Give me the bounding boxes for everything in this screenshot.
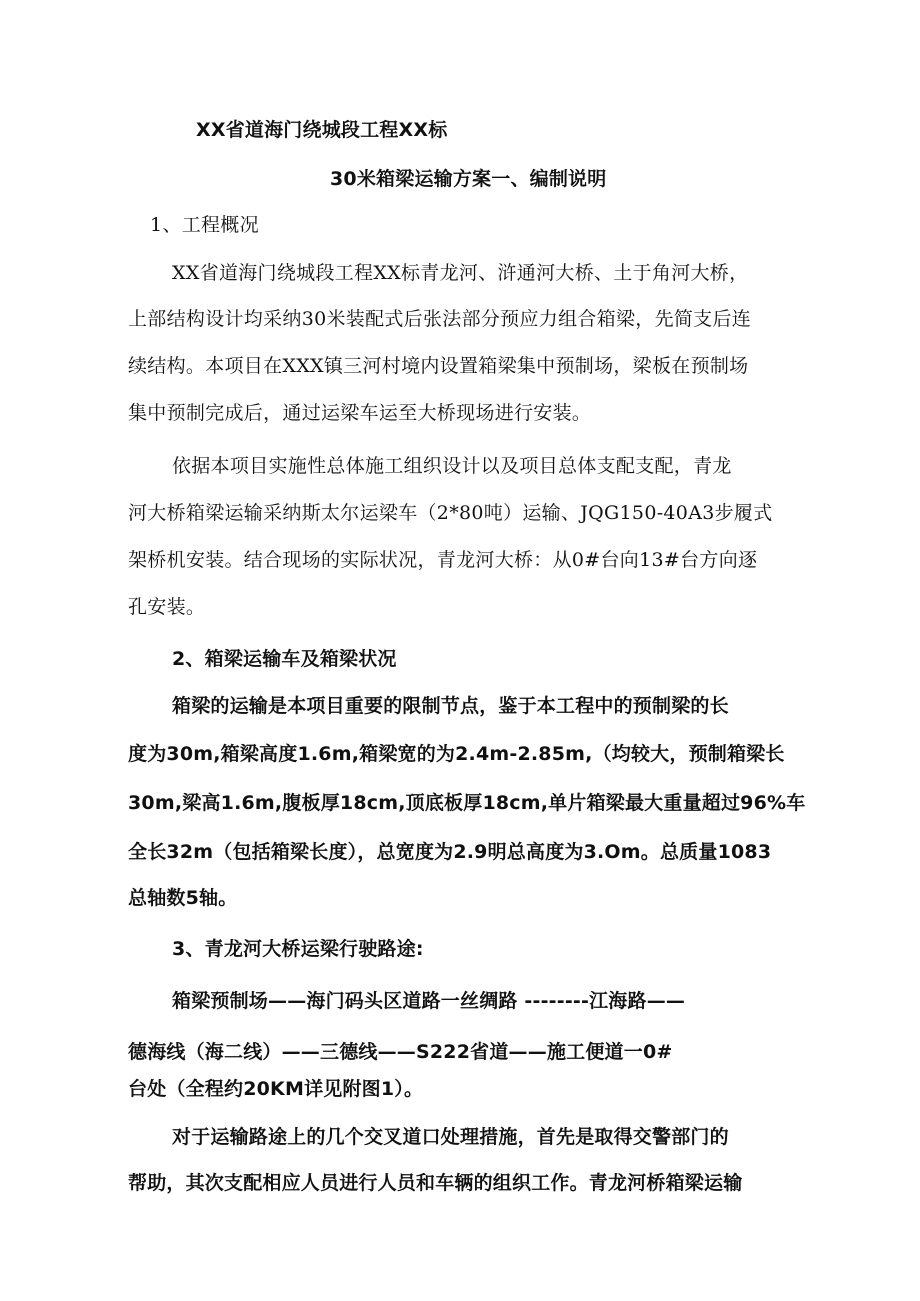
section-1-para-2-line-3: 架桥机安装。结合现场的实际状况，青龙河大桥：从0#台向13#台方向逐 <box>128 549 758 571</box>
section-2-para-line-1: 箱梁的运输是本项目重要的限制节点，鉴于本工程中的预制梁的长 <box>172 695 729 717</box>
route-line-3: 台处（全程约20KM详见附图1）。 <box>128 1078 424 1100</box>
section-2-para-line-3: 30m,梁高1.6m,腹板厚18cm,顶底板厚18cm,单片箱梁最大重量超过96%车 <box>128 792 806 814</box>
section-2-heading: 2、箱梁运输车及箱梁状况 <box>172 648 397 670</box>
section-1-para-1-line-1: XX省道海门绕城段工程XX标青龙河、浒通河大桥、土于角河大桥， <box>172 262 749 284</box>
document-subtitle: 30米箱梁运输方案一、编制说明 <box>330 168 607 190</box>
section-2-para-line-2: 度为30m,箱梁高度1.6m,箱梁宽的为2.4m-2.85m,（均较大，预制箱梁长 <box>128 743 785 765</box>
section-3-heading: 3、青龙河大桥运梁行驶路途: <box>172 938 424 960</box>
section-1-para-1-line-4: 集中预制完成后，通过运梁车运至大桥现场进行安装。 <box>128 402 592 424</box>
section-1-para-1-line-2: 上部结构设计均采纳30米装配式后张法部分预应力组合箱梁，先简支后连 <box>128 308 752 330</box>
section-1-heading: 1、工程概况 <box>150 214 259 236</box>
route-line-1: 箱梁预制场——海门码头区道路一丝绸路 --------江海路—— <box>172 990 686 1012</box>
section-2-para-line-5: 总轴数5轴。 <box>128 887 238 909</box>
section-3-para-line-2: 帮助，其次支配相应人员进行人员和车辆的组织工作。青龙河桥箱梁运输 <box>128 1172 743 1194</box>
route-line-2: 德海线（海二线）——三德线——S222省道——施工便道一0# <box>128 1041 673 1063</box>
section-1-para-2-line-4: 孔安装。 <box>128 596 206 618</box>
section-3-para-line-1: 对于运输路途上的几个交叉道口处理措施，首先是取得交警部门的 <box>172 1126 729 1148</box>
section-1-para-2-line-2: 河大桥箱梁运输采纳斯太尔运梁车（2*80吨）运输、JQG150-40A3步履式 <box>128 502 773 524</box>
section-1-para-1-line-3: 续结构。本项目在XXX镇三河村境内设置箱梁集中预制场，梁板在预制场 <box>128 355 749 377</box>
document-title: XX省道海门绕城段工程XX标 <box>196 119 448 141</box>
section-1-para-2-line-1: 依据本项目实施性总体施工组织设计以及项目总体支配支配，青龙 <box>172 455 732 477</box>
section-2-para-line-4: 全长32m（包括箱梁长度），总宽度为2.9明总高度为3.Om。总质量1083 <box>128 841 772 863</box>
